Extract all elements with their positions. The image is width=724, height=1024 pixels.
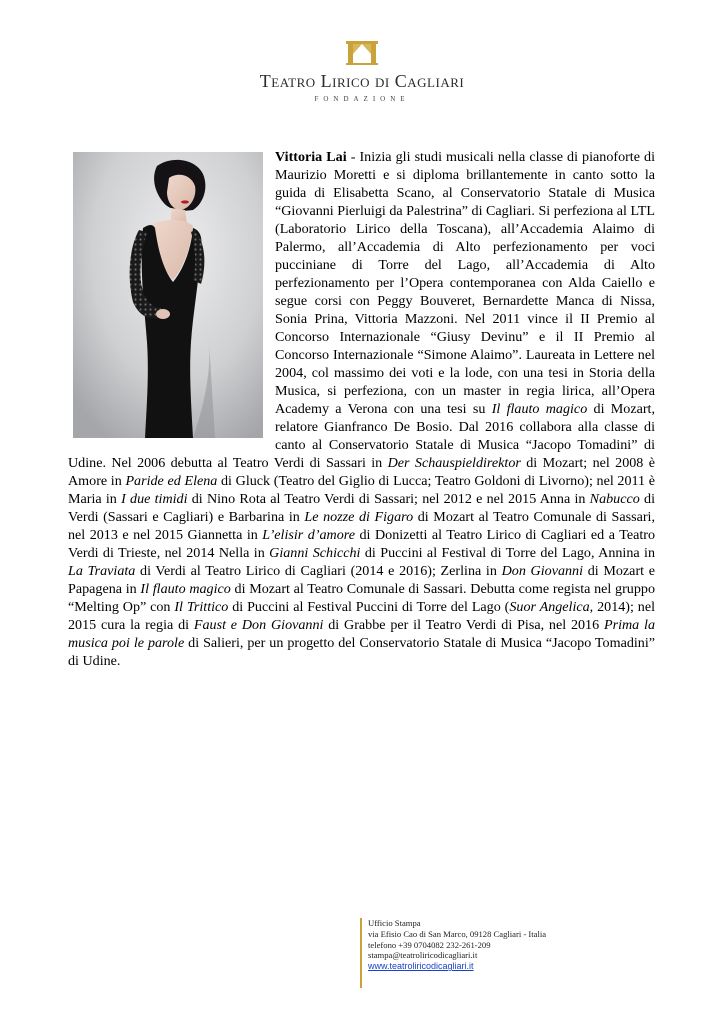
footer-office: Ufficio Stampa	[368, 918, 421, 928]
bio-text-segment: di Salieri, per un progetto del Conservatorio Statale di Musica “Jacopo Tomadini” di Udine.	[68, 635, 656, 669]
bio-text-segment: di Puccini al Festival Puccini di Torre del Lago (	[228, 599, 510, 615]
work-title: Prima la musica poi le parole	[68, 617, 656, 651]
bio-text-segment: di Puccini al Festival di Torre del Lago, Annina in	[360, 545, 655, 561]
bio-text-segment: di Gluck (Teatro del Giglio di Lucca; Teatro Goldoni di Livorno); nel 2011 è Maria in	[68, 473, 656, 507]
bio-text-segment: di Mozart al Teatro Comunale di Sassari, nel 2013 e nel 2015 Giannetta in	[68, 509, 655, 543]
work-title: Don Giovanni	[501, 563, 584, 579]
bio-text-segment: di Verdi (Sassari e Cagliari) e Barbarina in	[68, 491, 655, 525]
bio-text-segment: di Mozart al Teatro Comunale di Sassari. Debutta come regista nel gruppo “Melting Op” con	[68, 581, 655, 615]
work-title: Gianni Schicchi	[269, 545, 361, 561]
work-title: Faust e Don Giovanni	[193, 617, 324, 633]
work-title: Paride ed Elena	[125, 473, 218, 489]
work-title: Der Schauspieldirektor	[387, 455, 521, 471]
bio-text-segment: di Mozart e Papagena in	[68, 563, 655, 597]
work-title: Il flauto magico	[140, 581, 231, 597]
footer-phone: telefono +39 0704082 232-261-209	[368, 939, 491, 950]
artist-name: Vittoria Lai	[275, 149, 347, 165]
work-title: Le nozze di Figaro	[304, 509, 414, 525]
work-title: Nabucco	[589, 491, 640, 507]
footer-website-link[interactable]: www.teatroliricodicagliari.it	[368, 961, 474, 972]
organization-name: Teatro Lirico di Cagliari	[259, 71, 465, 91]
bio-text-segment: - Inizia gli studi musicali nella classe di pianoforte di Maurizio Moretti e si diploma brillantemente in canto sotto la guida di Elisabetta Scano, al Conservatorio Statale di Musica “Giovanni Pierluigi da Palestrina” di Cagliari. Si perfeziona al LTL (Laboratorio Lirico della Toscana), all’Accademia Alaimo di Palermo, all’Accademia di Alto perfezionamento per voci pucciniane di Torre del Lago, all’Accademia di Alto perfezionamento per l’Opera contemporanea con Alda Caiello e segue corsi con Peggy Bouveret, Bernardette Manca di Nissa, Sonia Prina, Vittoria Mazzoni. Nel 2011 vince il II Premio al Concorso Internazionale “Giusy Devinu” e il II Premio al Concorso Internazionale “Simone Alaimo”. Laureata in Lettere nel 2004, col massimo dei voti e la lode, con una tesi in Storia della Musica, si perfeziona, con un master in regia lirica, all’Opera Academy a Verona con una tesi su	[275, 149, 656, 417]
work-title: Il Trittico	[174, 599, 229, 615]
bio-text-segment: 2014); nel 2015 cura la regia di	[68, 599, 655, 633]
biography-text	[68, 148, 655, 670]
work-title: La Traviata	[68, 563, 136, 579]
bio-text-segment: di Donizetti al Teatro Lirico di Cagliari ed a Teatro Verdi di Trieste, nel 2014 Nella in	[68, 527, 655, 561]
letterhead	[0, 40, 724, 103]
work-title: I due timidi	[121, 491, 188, 507]
press-office-contact	[360, 918, 618, 988]
bio-text-segment: di Mozart, relatore Gianfranco De Bosio. Dal 2016 collabora alla classe di canto al Conservatorio Statale di Musica “Jacopo Tomadini” di Udine. Nel 2006 debutta al Teatro Verdi di Sassari in	[68, 401, 655, 471]
bio-text-segment: di Verdi al Teatro Lirico di Cagliari (2014 e 2016); Zerlina in	[135, 563, 502, 579]
bio-text-segment: di Nino Rota al Teatro Verdi di Sassari; nel 2012 e nel 2015 Anna in	[187, 491, 590, 507]
bio-text-segment: di Grabbe per il Teatro Verdi di Pisa, nel 2016	[323, 617, 604, 633]
theatre-curtain-logo-icon	[344, 40, 380, 66]
organization-subtitle: FONDAZIONE	[314, 94, 410, 103]
footer-address: via Efisio Cao di San Marco, 09128 Cagliari - Italia	[368, 928, 547, 939]
work-title: L’elisir d’amore	[262, 527, 356, 543]
work-title: Suor Angelica,	[509, 599, 594, 615]
footer-email[interactable]: stampa@teatroliricodicagliari.it	[368, 950, 478, 961]
bio-text-segment: di Mozart; nel 2008 è Amore in	[68, 455, 655, 489]
work-title: Il flauto magico	[491, 401, 588, 417]
photo-float-spacer	[68, 148, 275, 445]
